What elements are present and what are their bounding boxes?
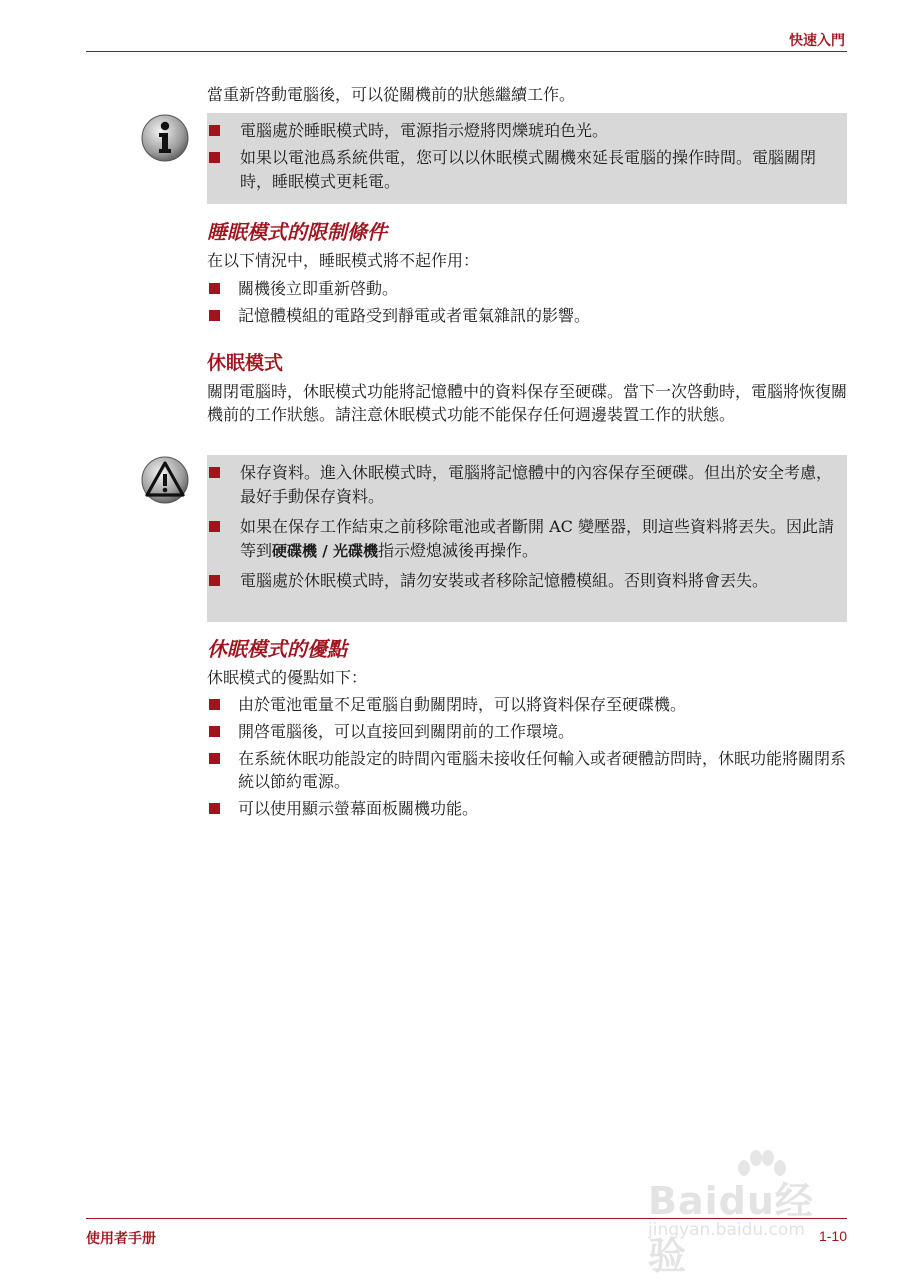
list-item: 記憶體模組的電路受到靜電或者電氣雜訊的影響。: [207, 304, 847, 327]
hibernation-benefits-intro: 休眠模式的優點如下：: [207, 668, 368, 687]
note-item: 保存資料。進入休眠模式時，電腦將記憶體中的內容保存至硬碟。但出於安全考慮，最好手動保存資料。: [207, 461, 837, 509]
sleep-limits-list: [207, 277, 847, 331]
bullet-square-icon: [209, 521, 220, 532]
bullet-square-icon: [209, 753, 220, 764]
list-item: 關機後立即重新啓動。: [207, 277, 847, 300]
list-item: 由於電池電量不足電腦自動關閉時，可以將資料保存至硬碟機。: [207, 693, 847, 716]
bullet-square-icon: [209, 803, 220, 814]
warning-icon: [140, 455, 190, 505]
note-item: 如果在保存工作結束之前移除電池或者斷開 AC 變壓器，則這些資料將丟失。因此請等到硬碟機 / 光碟機指示燈熄滅後再操作。: [207, 515, 837, 563]
bullet-square-icon: [209, 699, 220, 710]
hibernation-body: 關閉電腦時，休眠模式功能將記憶體中的資料保存至硬碟。當下一次啓動時，電腦將恢復關機前的工作狀態。請注意休眠模式功能不能保存任何週邊裝置工作的狀態。: [207, 382, 848, 424]
intro-paragraph: 當重新啓動電腦後，可以從關機前的狀態繼續工作。: [207, 85, 576, 104]
list-item: 在系統休眠功能設定的時間內電腦未接收任何輸入或者硬體訪問時，休眠功能將關閉系統以節約電源。: [207, 747, 847, 793]
bullet-square-icon: [209, 152, 220, 163]
note-item: 電腦處於睡眠模式時，電源指示燈將閃爍琥珀色光。: [207, 119, 837, 143]
watermark-url: jingyan.baidu.com: [648, 1220, 805, 1240]
hibernation-heading: 休眠模式: [207, 352, 284, 374]
warning-note-box: [207, 455, 847, 622]
bullet-square-icon: [209, 726, 220, 737]
sleep-limits-intro: 在以下情況中，睡眠模式將不起作用：: [207, 251, 480, 270]
sleep-limits-heading: 睡眠模式的限制條件: [207, 220, 387, 244]
watermark-brand: Baidu经验: [648, 1179, 814, 1278]
list-item: 可以使用顯示螢幕面板關機功能。: [207, 797, 847, 820]
drive-indicator-label: 硬碟機 / 光碟機: [272, 542, 378, 560]
bullet-square-icon: [209, 125, 220, 136]
bullet-square-icon: [209, 467, 220, 478]
note-item: 如果以電池爲系統供電，您可以以休眠模式關機來延長電腦的操作時間。電腦關閉時，睡眠模式更耗電。: [207, 146, 837, 194]
hibernation-benefits-heading: 休眠模式的優點: [207, 637, 347, 661]
info-icon: [140, 113, 190, 163]
footer-rule: [86, 1218, 847, 1219]
page-header: [86, 28, 847, 52]
footer-manual-title: 使用者手册: [86, 1231, 156, 1247]
note-item: 電腦處於休眠模式時，請勿安裝或者移除記憶體模組。否則資料將會丟失。: [207, 569, 837, 593]
list-item: 開啓電腦後，可以直接回到關閉前的工作環境。: [207, 720, 847, 743]
page-number: 1-10: [818, 1228, 847, 1244]
hibernation-benefits-list: [207, 693, 847, 824]
header-title: 快速入門: [789, 33, 845, 49]
bullet-square-icon: [209, 310, 220, 321]
bullet-square-icon: [209, 283, 220, 294]
bullet-square-icon: [209, 575, 220, 586]
info-note-box: [207, 113, 847, 204]
